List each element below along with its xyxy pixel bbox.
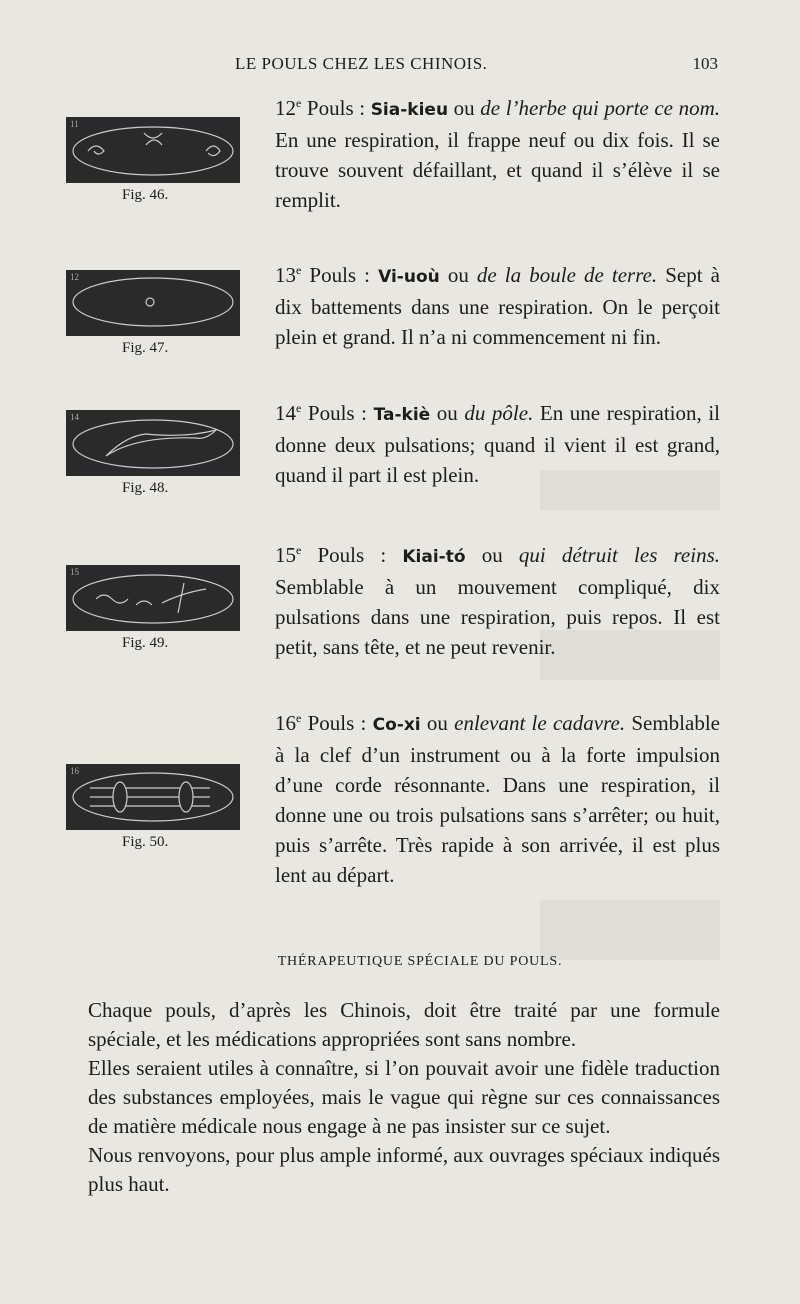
conjunction: ou (465, 543, 519, 567)
ordinal-suffix: e (296, 543, 302, 557)
pulse-description: En une respiration, il donne deux pulsations; quand il vient il est grand, quand il part il est plein. (275, 401, 720, 487)
pulse-drawing (66, 117, 240, 183)
pulse-name: Vi-uoù (378, 267, 440, 287)
ordinal-suffix: e (296, 96, 302, 110)
figure-50 (66, 764, 240, 850)
section-paragraph: Nous renvoyons, pour plus ample informé, aux ouvrages spéciaux indiqués plus haut. (88, 1143, 720, 1196)
section-title: THÉRAPEUTIQUE SPÉCIALE DU POULS. (277, 954, 563, 969)
entry-paragraph (275, 88, 720, 215)
pulse-name: Co-xi (372, 715, 421, 735)
running-head (0, 54, 800, 80)
pulse-diagram (66, 410, 240, 476)
conjunction: ou (439, 263, 477, 287)
pulse-drawing (66, 565, 240, 631)
pulse-description: Sept à dix battements dans une respiration. On le perçoit plein et grand. Il n’a ni commencement ni fin. (275, 263, 720, 349)
figure-caption: Fig. 49. (122, 635, 169, 651)
running-title: LE POULS CHEZ LES CHINOIS. (235, 54, 488, 73)
pulse-diagram (66, 117, 240, 183)
ordinal-suffix: e (296, 263, 302, 277)
pulse-entry-13 (275, 255, 720, 352)
pulse-diagram (66, 764, 240, 830)
pulse-diagram (66, 270, 240, 336)
pouls-label: Pouls : (301, 263, 379, 287)
figure-47 (66, 270, 240, 356)
figure-number: 15 (70, 567, 79, 577)
figure-number: 12 (70, 272, 79, 282)
page-number: 103 (692, 54, 718, 73)
pulse-diagram (66, 565, 240, 631)
pulse-entry-12 (275, 88, 720, 215)
figure-48 (66, 410, 240, 496)
pulse-meaning: qui détruit les reins. (518, 543, 721, 567)
entry-paragraph (275, 535, 720, 662)
pulse-drawing (66, 410, 240, 476)
pulse-name: Ta-kiè (373, 405, 431, 425)
pouls-label: Pouls : (301, 401, 374, 425)
conjunction: ou (420, 711, 455, 735)
figure-number: 14 (70, 412, 79, 422)
figure-46 (66, 117, 240, 203)
pulse-description: Semblable à la clef d’un instrument ou à la forte impulsion d’une corde résonnante. Dans une respiration, il donne une ou trois pulsations sans s’arrêter; ou huit, puis s’arrête. Très rapide à son arrivée, il est plus lent au départ. (275, 711, 720, 887)
pouls-label: Pouls : (301, 711, 373, 735)
entry-number: 16 (275, 711, 296, 735)
entry-paragraph (275, 703, 720, 890)
entry-number: 12 (275, 96, 296, 120)
pouls-label: Pouls : (301, 543, 403, 567)
figure-49 (66, 565, 240, 651)
figure-caption: Fig. 50. (122, 834, 169, 850)
pulse-drawing (66, 764, 240, 830)
entry-paragraph (275, 255, 720, 352)
figure-number: 16 (70, 766, 79, 776)
pulse-drawing (66, 270, 240, 336)
pulse-entry-16 (275, 703, 720, 890)
pulse-meaning: de la boule de terre. (476, 263, 658, 287)
section-paragraph: Elles seraient utiles à connaître, si l’on pouvait avoir une fidèle traduction des substances employées, mais le vague qui règne sur ces connaissances de matière médicale nous engage à ne pas insister sur ce sujet. (88, 1056, 720, 1138)
figure-caption: Fig. 47. (122, 340, 169, 356)
pulse-meaning: enlevant le cadavre. (454, 711, 626, 735)
ordinal-suffix: e (296, 401, 302, 415)
pulse-name: Kiai-tó (402, 547, 466, 567)
section-body (88, 996, 720, 1199)
pulse-description: Semblable à un mouvement compliqué, dix pulsations dans une respiration, puis repos. Il est petit, sans tête, et ne peut revenir. (275, 575, 720, 659)
entry-number: 14 (275, 401, 296, 425)
pulse-entry-15 (275, 535, 720, 662)
ordinal-suffix: e (296, 711, 302, 725)
entry-number: 15 (275, 543, 296, 567)
pulse-meaning: du pôle. (464, 401, 534, 425)
figure-caption: Fig. 48. (122, 480, 169, 496)
entry-paragraph (275, 393, 720, 490)
section-paragraph: Chaque pouls, d’après les Chinois, doit être traité par une formule spéciale, et les médications appropriées sont sans nombre. (88, 998, 720, 1051)
conjunction: ou (430, 401, 465, 425)
figure-number: 11 (70, 119, 79, 129)
pulse-description: En une respiration, il frappe neuf ou dix fois. Il se trouve souvent défaillant, et quand il s’élève il se remplit. (275, 128, 720, 212)
pouls-label: Pouls : (301, 96, 371, 120)
conjunction: ou (448, 96, 481, 120)
bleed-through-block (540, 900, 720, 960)
pulse-name: Sia-kieu (370, 100, 449, 120)
entry-number: 13 (275, 263, 296, 287)
pulse-meaning: de l’herbe qui porte ce nom. (480, 96, 721, 120)
pulse-entry-14 (275, 393, 720, 490)
figure-caption: Fig. 46. (122, 187, 169, 203)
